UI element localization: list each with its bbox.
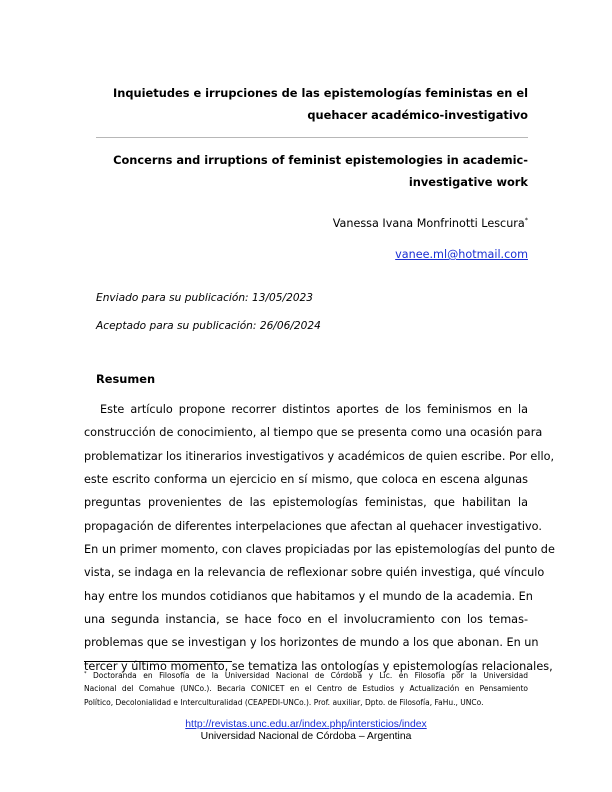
abstract-line: vista, se indaga en la relevancia de reflexionar sobre quién investiga, qué vínculo [84,566,545,580]
abstract-line: problemas que se investigan y los horizontes de mundo a los que abonan. En un [84,636,539,650]
author-footnote [84,668,528,709]
footnote-line: Político, Decolonialidad e Interculturalidad (CEAPEDI-UNCo.). Prof. auxiliar, Dpto. de Filosofía, FaHu., UNCo. [84,697,484,707]
abstract-line: hay entre los mundos cotidianos que habitamos y el mundo de la academia. En [84,589,533,603]
abstract-line: este escrito conforma un ejercicio en sí mismo, que coloca en escena algunas [84,473,528,487]
abstract-heading: Resumen [96,372,156,386]
title-english [88,149,528,193]
abstract-line: problematizar los itinerarios investigativos y académicos de quien escribe. Por ello, [84,449,555,463]
title-spanish [88,82,528,126]
abstract-line: En un primer momento, con claves propiciadas por las epistemologías del punto de [84,543,555,557]
abstract-line: una segunda instancia, se hace foco en el involucramiento con los temas- [84,613,528,627]
abstract-line: construcción de conocimiento, al tiempo que se presenta como una ocasión para [84,426,543,440]
author-byline [333,216,528,230]
abstract-body [84,398,555,678]
abstract-line: preguntas provenientes de las epistemologías feministas, que habilitan la [84,496,528,510]
abstract-line: propagación de diferentes interpelaciones que afectan al quehacer investigativo. [84,519,542,533]
footer-university: Universidad Nacional de Córdoba – Argentina [200,731,412,742]
date-accepted: Aceptado para su publicación: 26/06/2024 [96,320,321,332]
footnote-separator [84,661,232,662]
title-spanish-line-2: quehacer académico-investigativo [307,108,528,122]
abstract-line: Este artículo propone recorrer distintos aportes de los feminismos en la [100,403,528,416]
footnote-line [84,668,528,682]
author-email-link[interactable]: vanee.ml@hotmail.com [395,248,528,261]
title-divider [96,137,528,138]
footnote-marker: * [84,671,87,677]
author-name: Vanessa Ivana Monfrinotti Lescura [332,217,525,230]
title-english-line-1: Concerns and irruptions of feminist epistemologies in academic- [113,153,528,167]
footnote-line: Nacional del Comahue (UNCo.). Becaria CONICET en el Centro de Estudios y Actualización en Pensamiento [84,684,528,694]
title-english-line-2: investigative work [408,175,528,189]
abstract-line: tercer y último momento, se tematiza las ontologías y epistemologías relacionales, [84,659,553,673]
author-footnote-marker: * [524,216,528,224]
title-spanish-line-1: Inquietudes e irrupciones de las epistemologías feministas en el [113,86,528,100]
journal-url-link[interactable]: http://revistas.unc.edu.ar/index.php/intersticios/index [185,719,427,730]
footnote-line-text: Doctoranda en Filosofía de la Universidad Nacional de Córdoba y Lic. en Filosofía por la Universidad [92,671,528,680]
date-submitted: Enviado para su publicación: 13/05/2023 [96,292,314,304]
